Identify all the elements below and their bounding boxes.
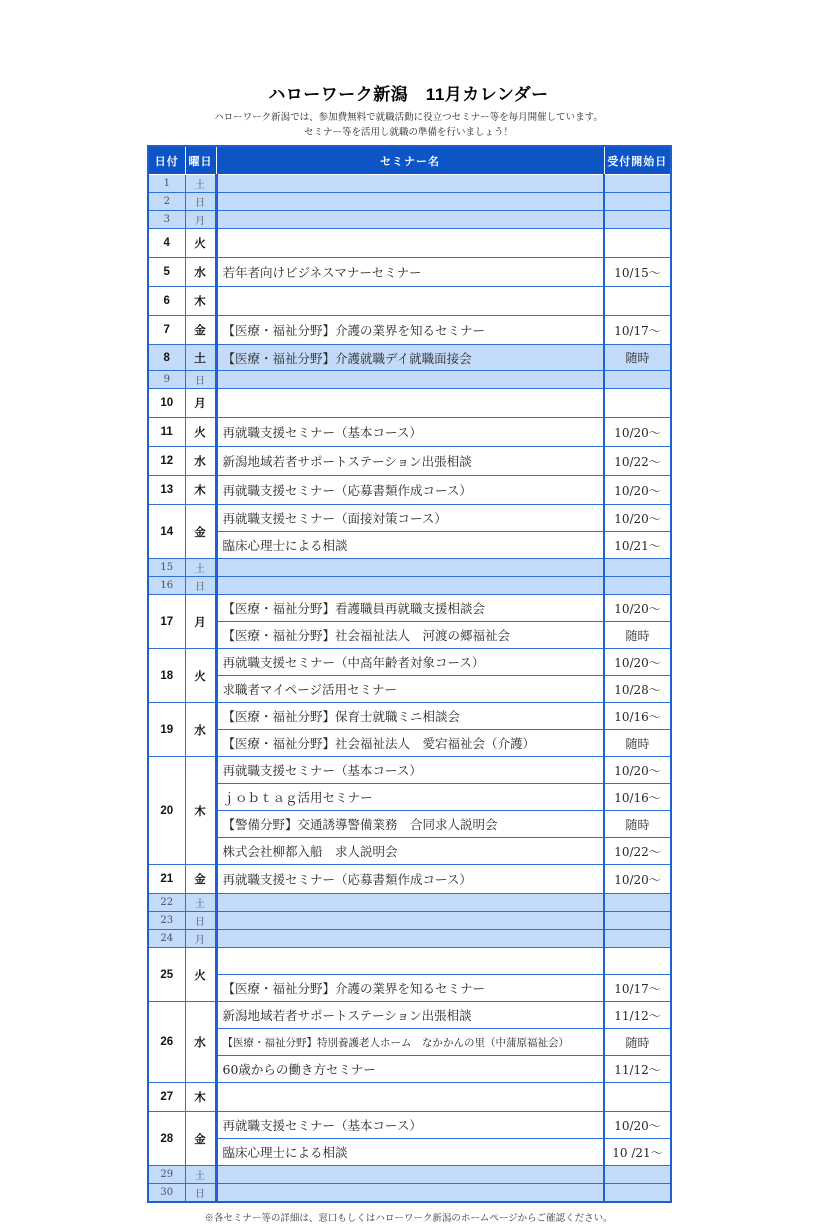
seminar-name-cell: 若年者向けビジネスマナーセミナー xyxy=(216,258,604,287)
reception-start-cell: 10/22～ xyxy=(604,838,671,865)
seminar-name-cell xyxy=(216,948,604,975)
footer-note: ※各セミナー等の詳細は、窓口もしくはハローワーク新潟のホームページからご確認ください。 xyxy=(204,1213,613,1224)
seminar-name-cell: 再就職支援セミナー（応募書類作成コース） xyxy=(216,865,604,894)
date-cell: 6 xyxy=(148,287,185,316)
reception-start-cell: 10/20～ xyxy=(604,865,671,894)
reception-start-cell: 随時 xyxy=(604,622,671,649)
weekday-cell: 火 xyxy=(185,948,216,1002)
calendar-row-day-25 xyxy=(148,948,671,975)
reception-start-cell xyxy=(604,371,671,389)
date-cell: 2 xyxy=(148,193,185,211)
calendar-row-day-13 xyxy=(148,476,671,505)
weekday-cell: 水 xyxy=(185,1002,216,1083)
weekday-cell: 土 xyxy=(185,1166,216,1184)
date-cell: 3 xyxy=(148,211,185,229)
seminar-name-cell: 【警備分野】交通誘導警備業務 合同求人説明会 xyxy=(216,811,604,838)
calendar-row-day-6 xyxy=(148,287,671,316)
calendar-row-day-28 xyxy=(148,1112,671,1139)
calendar-row-day-12 xyxy=(148,447,671,476)
calendar-row-day-23 xyxy=(148,912,671,930)
seminar-name-cell: 再就職支援セミナー（中高年齢者対象コース） xyxy=(216,649,604,676)
reception-start-cell: 10/20～ xyxy=(604,418,671,447)
weekday-cell: 月 xyxy=(185,595,216,649)
calendar-row-day-19 xyxy=(148,730,671,757)
calendar-row-day-8 xyxy=(148,345,671,371)
seminar-name-cell xyxy=(216,577,604,595)
header-seminar-name: セミナー名 xyxy=(216,146,604,175)
reception-start-cell: 10 /21～ xyxy=(604,1139,671,1166)
date-cell: 12 xyxy=(148,447,185,476)
seminar-name-cell: 再就職支援セミナー（応募書類作成コース） xyxy=(216,476,604,505)
reception-start-cell: 11/12～ xyxy=(604,1056,671,1083)
seminar-name-cell xyxy=(216,894,604,912)
date-cell: 23 xyxy=(148,912,185,930)
reception-start-cell: 10/20～ xyxy=(604,649,671,676)
weekday-cell: 月 xyxy=(185,211,216,229)
calendar-row-day-2 xyxy=(148,193,671,211)
weekday-cell: 金 xyxy=(185,865,216,894)
calendar-row-day-19 xyxy=(148,703,671,730)
reception-start-cell xyxy=(604,948,671,975)
calendar-row-day-17 xyxy=(148,622,671,649)
date-cell: 1 xyxy=(148,175,185,193)
calendar-row-day-14 xyxy=(148,505,671,532)
seminar-name-cell: 求職者マイページ活用セミナー xyxy=(216,676,604,703)
reception-start-cell: 随時 xyxy=(604,730,671,757)
reception-start-cell xyxy=(604,1184,671,1203)
reception-start-cell xyxy=(604,1083,671,1112)
calendar-row-day-26 xyxy=(148,1002,671,1029)
weekday-cell: 木 xyxy=(185,476,216,505)
reception-start-cell: 10/20～ xyxy=(604,476,671,505)
seminar-name-cell xyxy=(216,211,604,229)
calendar-row-day-16 xyxy=(148,577,671,595)
seminar-name-cell: 【医療・福祉分野】特別養護老人ホーム なかかんの里（中蒲原福祉会） xyxy=(216,1029,604,1056)
weekday-cell: 火 xyxy=(185,649,216,703)
calendar-row-day-20 xyxy=(148,784,671,811)
seminar-name-cell: 【医療・福祉分野】保育士就職ミニ相談会 xyxy=(216,703,604,730)
calendar-row-day-24 xyxy=(148,930,671,948)
reception-start-cell xyxy=(604,193,671,211)
seminar-name-cell xyxy=(216,193,604,211)
seminar-name-cell xyxy=(216,1166,604,1184)
calendar-row-day-17 xyxy=(148,595,671,622)
seminar-name-cell xyxy=(216,912,604,930)
weekday-cell: 日 xyxy=(185,912,216,930)
reception-start-cell: 10/16～ xyxy=(604,784,671,811)
reception-start-cell: 10/20～ xyxy=(604,595,671,622)
calendar-row-day-26 xyxy=(148,1056,671,1083)
reception-start-cell xyxy=(604,229,671,258)
weekday-cell: 金 xyxy=(185,316,216,345)
calendar-row-day-18 xyxy=(148,649,671,676)
date-cell: 16 xyxy=(148,577,185,595)
calendar-row-day-22 xyxy=(148,894,671,912)
seminar-name-cell: ｊｏｂｔａｇ活用セミナー xyxy=(216,784,604,811)
weekday-cell: 水 xyxy=(185,447,216,476)
seminar-name-cell: 【医療・福祉分野】看護職員再就職支援相談会 xyxy=(216,595,604,622)
calendar-row-day-15 xyxy=(148,559,671,577)
seminar-name-cell xyxy=(216,389,604,418)
weekday-cell: 木 xyxy=(185,757,216,865)
seminar-name-cell: 再就職支援セミナー（基本コース） xyxy=(216,757,604,784)
date-cell: 4 xyxy=(148,229,185,258)
weekday-cell: 金 xyxy=(185,505,216,559)
calendar-row-day-26 xyxy=(148,1029,671,1056)
date-cell: 18 xyxy=(148,649,185,703)
header-date: 日付 xyxy=(148,146,185,175)
seminar-name-cell: 【医療・福祉分野】社会福祉法人 愛宕福祉会（介護） xyxy=(216,730,604,757)
seminar-name-cell: 株式会社柳都入船 求人説明会 xyxy=(216,838,604,865)
reception-start-cell xyxy=(604,287,671,316)
seminar-name-cell xyxy=(216,175,604,193)
date-cell: 13 xyxy=(148,476,185,505)
seminar-name-cell xyxy=(216,371,604,389)
reception-start-cell: 随時 xyxy=(604,1029,671,1056)
weekday-cell: 月 xyxy=(185,389,216,418)
reception-start-cell: 10/20～ xyxy=(604,505,671,532)
reception-start-cell xyxy=(604,559,671,577)
seminar-name-cell xyxy=(216,287,604,316)
date-cell: 14 xyxy=(148,505,185,559)
subtitle-line-2: セミナー等を活用し就職の準備を行いましょう！ xyxy=(303,126,513,138)
calendar-row-day-29 xyxy=(148,1166,671,1184)
reception-start-cell: 10/17～ xyxy=(604,975,671,1002)
seminar-name-cell xyxy=(216,559,604,577)
date-cell: 25 xyxy=(148,948,185,1002)
calendar-row-day-25 xyxy=(148,975,671,1002)
seminar-name-cell: 再就職支援セミナー（基本コース） xyxy=(216,418,604,447)
reception-start-cell xyxy=(604,211,671,229)
calendar-row-day-7 xyxy=(148,316,671,345)
seminar-name-cell: 新潟地域若者サポートステーション出張相談 xyxy=(216,1002,604,1029)
header-weekday: 曜日 xyxy=(185,146,216,175)
date-cell: 7 xyxy=(148,316,185,345)
seminar-name-cell: 再就職支援セミナー（基本コース） xyxy=(216,1112,604,1139)
calendar-row-day-3 xyxy=(148,211,671,229)
weekday-cell: 金 xyxy=(185,1112,216,1166)
weekday-cell: 月 xyxy=(185,930,216,948)
calendar-row-day-10 xyxy=(148,389,671,418)
seminar-name-cell xyxy=(216,1083,604,1112)
date-cell: 8 xyxy=(148,345,185,371)
reception-start-cell xyxy=(604,930,671,948)
reception-start-cell: 10/20～ xyxy=(604,1112,671,1139)
date-cell: 22 xyxy=(148,894,185,912)
date-cell: 20 xyxy=(148,757,185,865)
reception-start-cell: 10/20～ xyxy=(604,757,671,784)
header-row xyxy=(148,146,671,175)
calendar-row-day-1 xyxy=(148,175,671,193)
reception-start-cell: 10/28～ xyxy=(604,676,671,703)
weekday-cell: 水 xyxy=(185,703,216,757)
seminar-name-cell: 【医療・福祉分野】介護の業界を知るセミナー xyxy=(216,316,604,345)
seminar-name-cell xyxy=(216,930,604,948)
seminar-name-cell: 臨床心理士による相談 xyxy=(216,1139,604,1166)
seminar-name-cell xyxy=(216,1184,604,1203)
reception-start-cell: 10/21～ xyxy=(604,532,671,559)
reception-start-cell: 10/16～ xyxy=(604,703,671,730)
seminar-name-cell: 【医療・福祉分野】介護就職デイ就職面接会 xyxy=(216,345,604,371)
reception-start-cell: 10/22～ xyxy=(604,447,671,476)
calendar-row-day-11 xyxy=(148,418,671,447)
date-cell: 24 xyxy=(148,930,185,948)
weekday-cell: 火 xyxy=(185,229,216,258)
weekday-cell: 木 xyxy=(185,1083,216,1112)
calendar-row-day-18 xyxy=(148,676,671,703)
reception-start-cell xyxy=(604,1166,671,1184)
reception-start-cell: 11/12～ xyxy=(604,1002,671,1029)
header-reception-start: 受付開始日 xyxy=(604,146,671,175)
weekday-cell: 土 xyxy=(185,345,216,371)
weekday-cell: 土 xyxy=(185,559,216,577)
reception-start-cell xyxy=(604,175,671,193)
calendar-row-day-20 xyxy=(148,757,671,784)
weekday-cell: 水 xyxy=(185,258,216,287)
reception-start-cell: 随時 xyxy=(604,811,671,838)
reception-start-cell xyxy=(604,389,671,418)
date-cell: 21 xyxy=(148,865,185,894)
seminar-calendar-table xyxy=(147,145,672,1203)
calendar-row-day-20 xyxy=(148,811,671,838)
weekday-cell: 土 xyxy=(185,175,216,193)
weekday-cell: 日 xyxy=(185,193,216,211)
date-cell: 30 xyxy=(148,1184,185,1203)
seminar-name-cell: 60歳からの働き方セミナー xyxy=(216,1056,604,1083)
weekday-cell: 土 xyxy=(185,894,216,912)
date-cell: 19 xyxy=(148,703,185,757)
calendar-row-day-5 xyxy=(148,258,671,287)
calendar-row-day-30 xyxy=(148,1184,671,1203)
seminar-name-cell: 臨床心理士による相談 xyxy=(216,532,604,559)
calendar-row-day-4 xyxy=(148,229,671,258)
weekday-cell: 木 xyxy=(185,287,216,316)
date-cell: 10 xyxy=(148,389,185,418)
calendar-row-day-28 xyxy=(148,1139,671,1166)
calendar-row-day-27 xyxy=(148,1083,671,1112)
reception-start-cell xyxy=(604,894,671,912)
date-cell: 5 xyxy=(148,258,185,287)
date-cell: 26 xyxy=(148,1002,185,1083)
seminar-name-cell: 再就職支援セミナー（面接対策コース） xyxy=(216,505,604,532)
weekday-cell: 日 xyxy=(185,371,216,389)
date-cell: 15 xyxy=(148,559,185,577)
date-cell: 11 xyxy=(148,418,185,447)
weekday-cell: 火 xyxy=(185,418,216,447)
reception-start-cell xyxy=(604,577,671,595)
date-cell: 9 xyxy=(148,371,185,389)
reception-start-cell: 10/15～ xyxy=(604,258,671,287)
seminar-name-cell xyxy=(216,229,604,258)
date-cell: 17 xyxy=(148,595,185,649)
page-title: ハローワーク新潟 11月カレンダー xyxy=(268,85,549,104)
calendar-row-day-14 xyxy=(148,532,671,559)
reception-start-cell: 10/17～ xyxy=(604,316,671,345)
date-cell: 27 xyxy=(148,1083,185,1112)
calendar-row-day-21 xyxy=(148,865,671,894)
subtitle-line-1: ハローワーク新潟では、参加費無料で就職活動に役立つセミナー等を毎月開催しています。 xyxy=(214,112,603,123)
calendar-row-day-9 xyxy=(148,371,671,389)
calendar-row-day-20 xyxy=(148,838,671,865)
weekday-cell: 日 xyxy=(185,1184,216,1203)
date-cell: 29 xyxy=(148,1166,185,1184)
seminar-name-cell: 【医療・福祉分野】社会福祉法人 河渡の郷福祉会 xyxy=(216,622,604,649)
weekday-cell: 日 xyxy=(185,577,216,595)
reception-start-cell xyxy=(604,912,671,930)
seminar-name-cell: 【医療・福祉分野】介護の業界を知るセミナー xyxy=(216,975,604,1002)
reception-start-cell: 随時 xyxy=(604,345,671,371)
seminar-name-cell: 新潟地域若者サポートステーション出張相談 xyxy=(216,447,604,476)
date-cell: 28 xyxy=(148,1112,185,1166)
